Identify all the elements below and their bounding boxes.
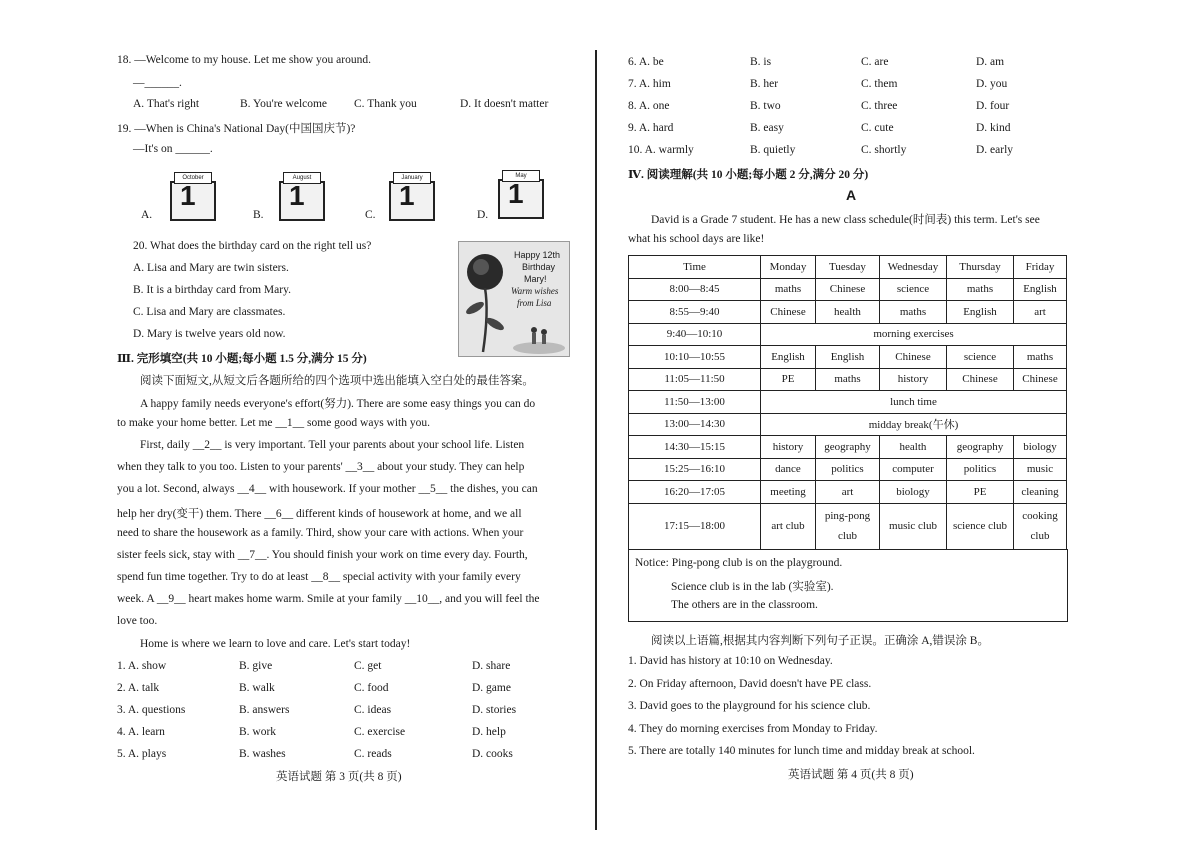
calendar-month: August (283, 172, 321, 184)
table-cell: maths (816, 368, 880, 391)
table-cell: geography (947, 436, 1014, 459)
table-cell: politics (816, 458, 880, 481)
table-cell: Chinese (947, 368, 1014, 391)
answer-option: B. her (750, 78, 779, 90)
table-cell: 11:05—11:50 (629, 368, 761, 391)
table-cell: music club (880, 503, 947, 549)
table-header-cell: Monday (761, 256, 816, 279)
answer-option: 6. A. be (628, 56, 664, 68)
notice-box (628, 549, 1068, 622)
calendar-day: 1 (399, 180, 415, 211)
table-cell: PE (947, 481, 1014, 504)
table-cell: 13:00—14:30 (629, 413, 761, 436)
answer-option: B. quietly (750, 144, 796, 156)
table-cell: 16:20—17:05 (629, 481, 761, 504)
answer-option: C. get (354, 660, 382, 672)
table-cell: meeting (761, 481, 816, 504)
table-row (629, 458, 1067, 481)
table-cell: history (880, 368, 947, 391)
section4-title: Ⅳ. 阅读理解(共 10 小题;每小题 2 分,满分 20 分) (628, 169, 869, 181)
table-cell: maths (1014, 346, 1067, 369)
q19-choice-d-letter: D. (477, 209, 489, 221)
calendar-icon (168, 172, 216, 220)
table-cell: 17:15—18:00 (629, 503, 761, 549)
table-cell: 9:40—10:10 (629, 323, 761, 346)
table-cell: science (880, 278, 947, 301)
q18-option-b: B. You're welcome (240, 98, 328, 110)
table-row (629, 301, 1067, 324)
answer-option: B. give (239, 660, 273, 672)
table-cell: Chinese (761, 301, 816, 324)
table-cell: politics (947, 458, 1014, 481)
table-row (629, 481, 1067, 504)
answer-option: C. ideas (354, 704, 392, 716)
answer-row (117, 726, 506, 738)
q20-option-b: B. It is a birthday card from Mary. (133, 284, 291, 296)
table-cell: cleaning (1014, 481, 1067, 504)
answer-option: 3. A. questions (117, 704, 186, 716)
judge-statement: 3. David goes to the playground for his science club. (628, 700, 871, 712)
table-cell: 10:10—10:55 (629, 346, 761, 369)
table-cell: biology (880, 481, 947, 504)
table-cell: computer (880, 458, 947, 481)
answer-option: B. easy (750, 122, 784, 134)
page-footer: 英语试题 第 4 页(共 8 页) (788, 769, 914, 781)
card-line5: from Lisa (517, 298, 552, 308)
judge-statement: 2. On Friday afternoon, David doesn't have PE class. (628, 678, 872, 690)
table-cell: maths (947, 278, 1014, 301)
q18-option-a: A. That's right (133, 98, 200, 110)
answer-option: D. share (472, 660, 511, 672)
table-cell: PE (761, 368, 816, 391)
passage-line: to make your home better. Let me __1__ some good ways with you. (117, 417, 430, 429)
table-cell: health (816, 301, 880, 324)
notice-line: Notice: Ping-pong club is on the playground. (635, 557, 843, 569)
q19-choice-b-letter: B. (253, 209, 264, 221)
passage-line: love too. (117, 615, 158, 627)
answer-row (117, 704, 516, 716)
table-row (629, 503, 1067, 549)
answer-option: 8. A. one (628, 100, 670, 112)
answer-option: B. answers (239, 704, 290, 716)
answer-option: C. reads (354, 748, 392, 760)
passage-line: need to share the housework as a family. Third, show your care with actions. When your (117, 527, 524, 539)
table-header-cell: Tuesday (816, 256, 880, 279)
calendar-icon (387, 172, 435, 220)
answer-option: 7. A. him (628, 78, 671, 90)
card-line2: Birthday (522, 262, 556, 272)
judge-instruction: 阅读以上语篇,根据其内容判断下列句子正误。正确涂 A,错误涂 B。 (651, 635, 989, 647)
answer-option: B. walk (239, 682, 275, 694)
page-divider (595, 50, 597, 830)
calendar-day: 1 (289, 180, 305, 211)
passage-line: First, daily __2__ is very important. Tell your parents about your school life. Listen (140, 439, 525, 451)
table-cell: English (816, 346, 880, 369)
part-letter: A (846, 187, 857, 203)
table-cell: cooking club (1014, 503, 1067, 549)
table-cell: biology (1014, 436, 1067, 459)
table-cell: English (947, 301, 1014, 324)
table-cell: 8:00—8:45 (629, 278, 761, 301)
answer-option: C. exercise (354, 726, 406, 738)
q20-option-d: D. Mary is twelve years old now. (133, 328, 286, 340)
calendar-day: 1 (180, 180, 196, 211)
answer-option: C. them (861, 78, 898, 90)
table-cell: Chinese (816, 278, 880, 301)
card-line4: Warm wishes (511, 286, 559, 296)
calendar-day: 1 (508, 178, 524, 209)
passage-line: sister feels sick, stay with __7__. You should finish your work on time every day. Fourth, (117, 549, 528, 561)
passage-line: when they talk to you too. Listen to your parents' __3__ about your study. They can help (117, 461, 525, 473)
page-footer: 英语试题 第 3 页(共 8 页) (276, 771, 402, 783)
section3-instruction: 阅读下面短文,从短文后各题所给的四个选项中选出能填入空白处的最佳答案。 (140, 375, 534, 387)
answer-option: B. is (750, 56, 772, 68)
answer-option: C. cute (861, 122, 894, 134)
answer-option: 9. A. hard (628, 122, 674, 134)
section3-title: Ⅲ. 完形填空(共 10 小题;每小题 1.5 分,满分 15 分) (117, 353, 367, 365)
table-cell: health (880, 436, 947, 459)
table-row (629, 391, 1067, 414)
passage-line: help her dry(变干) them. There __6__ different kinds of housework at home, and we all (117, 508, 522, 520)
passage-line: A happy family needs everyone's effort(努力). There are some easy things you can do (140, 398, 536, 410)
table-cell: geography (816, 436, 880, 459)
table-cell: English (1014, 278, 1067, 301)
table-cell: dance (761, 458, 816, 481)
answer-option: C. three (861, 100, 898, 112)
table-row (629, 346, 1067, 369)
intro-line: what his school days are like! (628, 233, 765, 245)
answer-option: D. stories (472, 704, 517, 716)
schedule-table (628, 255, 1067, 550)
table-header-cell: Thursday (947, 256, 1014, 279)
birthday-card (458, 241, 570, 357)
q18-options (133, 98, 548, 110)
answer-row (628, 144, 1013, 156)
table-cell: maths (880, 301, 947, 324)
answer-row (628, 122, 1011, 134)
answer-row (117, 682, 511, 694)
answer-option: D. kind (976, 122, 1011, 134)
answer-row (117, 660, 510, 672)
table-cell: Chinese (880, 346, 947, 369)
table-row (629, 323, 1067, 346)
table-cell: art (1014, 301, 1067, 324)
answer-row (117, 748, 513, 760)
table-cell: ping-pong club (816, 503, 880, 549)
q20-question: 20. What does the birthday card on the right tell us? (133, 240, 372, 252)
table-cell: art (816, 481, 880, 504)
q20-option-a: A. Lisa and Mary are twin sisters. (133, 262, 289, 274)
calendar-icon (277, 172, 325, 220)
passage-line: spend fun time together. Try to do at least __8__ special activity with your family every (117, 571, 521, 583)
table-cell-merged: morning exercises (761, 323, 1067, 346)
q18-line2: —______. (133, 77, 182, 89)
answer-option: B. washes (239, 748, 286, 760)
answer-row (628, 56, 1004, 68)
answer-option: C. food (354, 682, 389, 694)
table-row (629, 278, 1067, 301)
table-header-cell: Wednesday (880, 256, 947, 279)
calendar-icon (496, 170, 544, 218)
table-cell: music (1014, 458, 1067, 481)
answer-option: D. cooks (472, 748, 513, 760)
q19-choice-a-letter: A. (141, 209, 153, 221)
table-header-cell: Friday (1014, 256, 1067, 279)
q18-option-d: D. It doesn't matter (460, 98, 549, 110)
table-header-cell: Time (629, 256, 761, 279)
q20-option-c: C. Lisa and Mary are classmates. (133, 306, 286, 318)
judge-statement: 5. There are totally 140 minutes for lunch time and midday break at school. (628, 745, 975, 757)
table-cell: history (761, 436, 816, 459)
table-cell: maths (761, 278, 816, 301)
table-cell: 11:50—13:00 (629, 391, 761, 414)
answer-option: B. two (750, 100, 781, 112)
table-row (629, 413, 1067, 436)
table-cell: 15:25—16:10 (629, 458, 761, 481)
table-cell: 14:30—15:15 (629, 436, 761, 459)
answer-option: 5. A. plays (117, 748, 167, 760)
passage-line: Home is where we learn to love and care. Let's start today! (140, 638, 411, 650)
table-cell: science (947, 346, 1014, 369)
answer-option: 2. A. talk (117, 682, 160, 694)
answer-option: C. shortly (861, 144, 907, 156)
calendar-month: May (502, 170, 540, 182)
card-line1: Happy 12th (514, 250, 561, 260)
q19-line2: —It's on ______. (133, 143, 213, 155)
q19-choice-c-letter: C. (365, 209, 376, 221)
answer-option: D. you (976, 78, 1008, 90)
answer-option: 1. A. show (117, 660, 167, 672)
q19-line1: 19. —When is China's National Day(中国国庆节)? (117, 123, 356, 135)
card-line3: Mary! (524, 274, 547, 284)
table-cell-merged: midday break(午休) (761, 413, 1067, 436)
table-cell: art club (761, 503, 816, 549)
passage-line: week. A __9__ heart makes home warm. Smile at your family __10__, and you will feel the (117, 593, 540, 605)
answer-option: D. am (976, 56, 1005, 68)
answer-option: D. game (472, 682, 511, 694)
calendar-month: January (393, 172, 431, 184)
q18-line1: 18. —Welcome to my house. Let me show you around. (117, 54, 371, 66)
table-cell: English (761, 346, 816, 369)
passage-line: you a lot. Second, always __4__ with housework. If your mother __5__ the dishes, you can (117, 483, 538, 495)
answer-option: C. are (861, 56, 889, 68)
calendar-month: October (174, 172, 212, 184)
answer-row (628, 100, 1009, 112)
answer-option: D. help (472, 726, 506, 738)
answer-option: D. early (976, 144, 1014, 156)
notice-line: Science club is in the lab (实验室). (671, 581, 834, 593)
table-row (629, 368, 1067, 391)
answer-row (628, 78, 1007, 90)
answer-option: 10. A. warmly (628, 144, 694, 156)
judge-statement: 1. David has history at 10:10 on Wednesday. (628, 655, 833, 667)
answer-option: 4. A. learn (117, 726, 165, 738)
notice-line: The others are in the classroom. (671, 599, 818, 611)
table-cell: science club (947, 503, 1014, 549)
answer-option: D. four (976, 100, 1010, 112)
table-header-row (629, 256, 1067, 279)
table-row (629, 436, 1067, 459)
judge-statement: 4. They do morning exercises from Monday to Friday. (628, 723, 878, 735)
answer-option: B. work (239, 726, 277, 738)
table-cell: Chinese (1014, 368, 1067, 391)
q18-option-c: C. Thank you (354, 98, 417, 110)
table-cell-merged: lunch time (761, 391, 1067, 414)
intro-line: David is a Grade 7 student. He has a new class schedule(时间表) this term. Let's see (651, 214, 1040, 226)
table-cell: 8:55—9:40 (629, 301, 761, 324)
